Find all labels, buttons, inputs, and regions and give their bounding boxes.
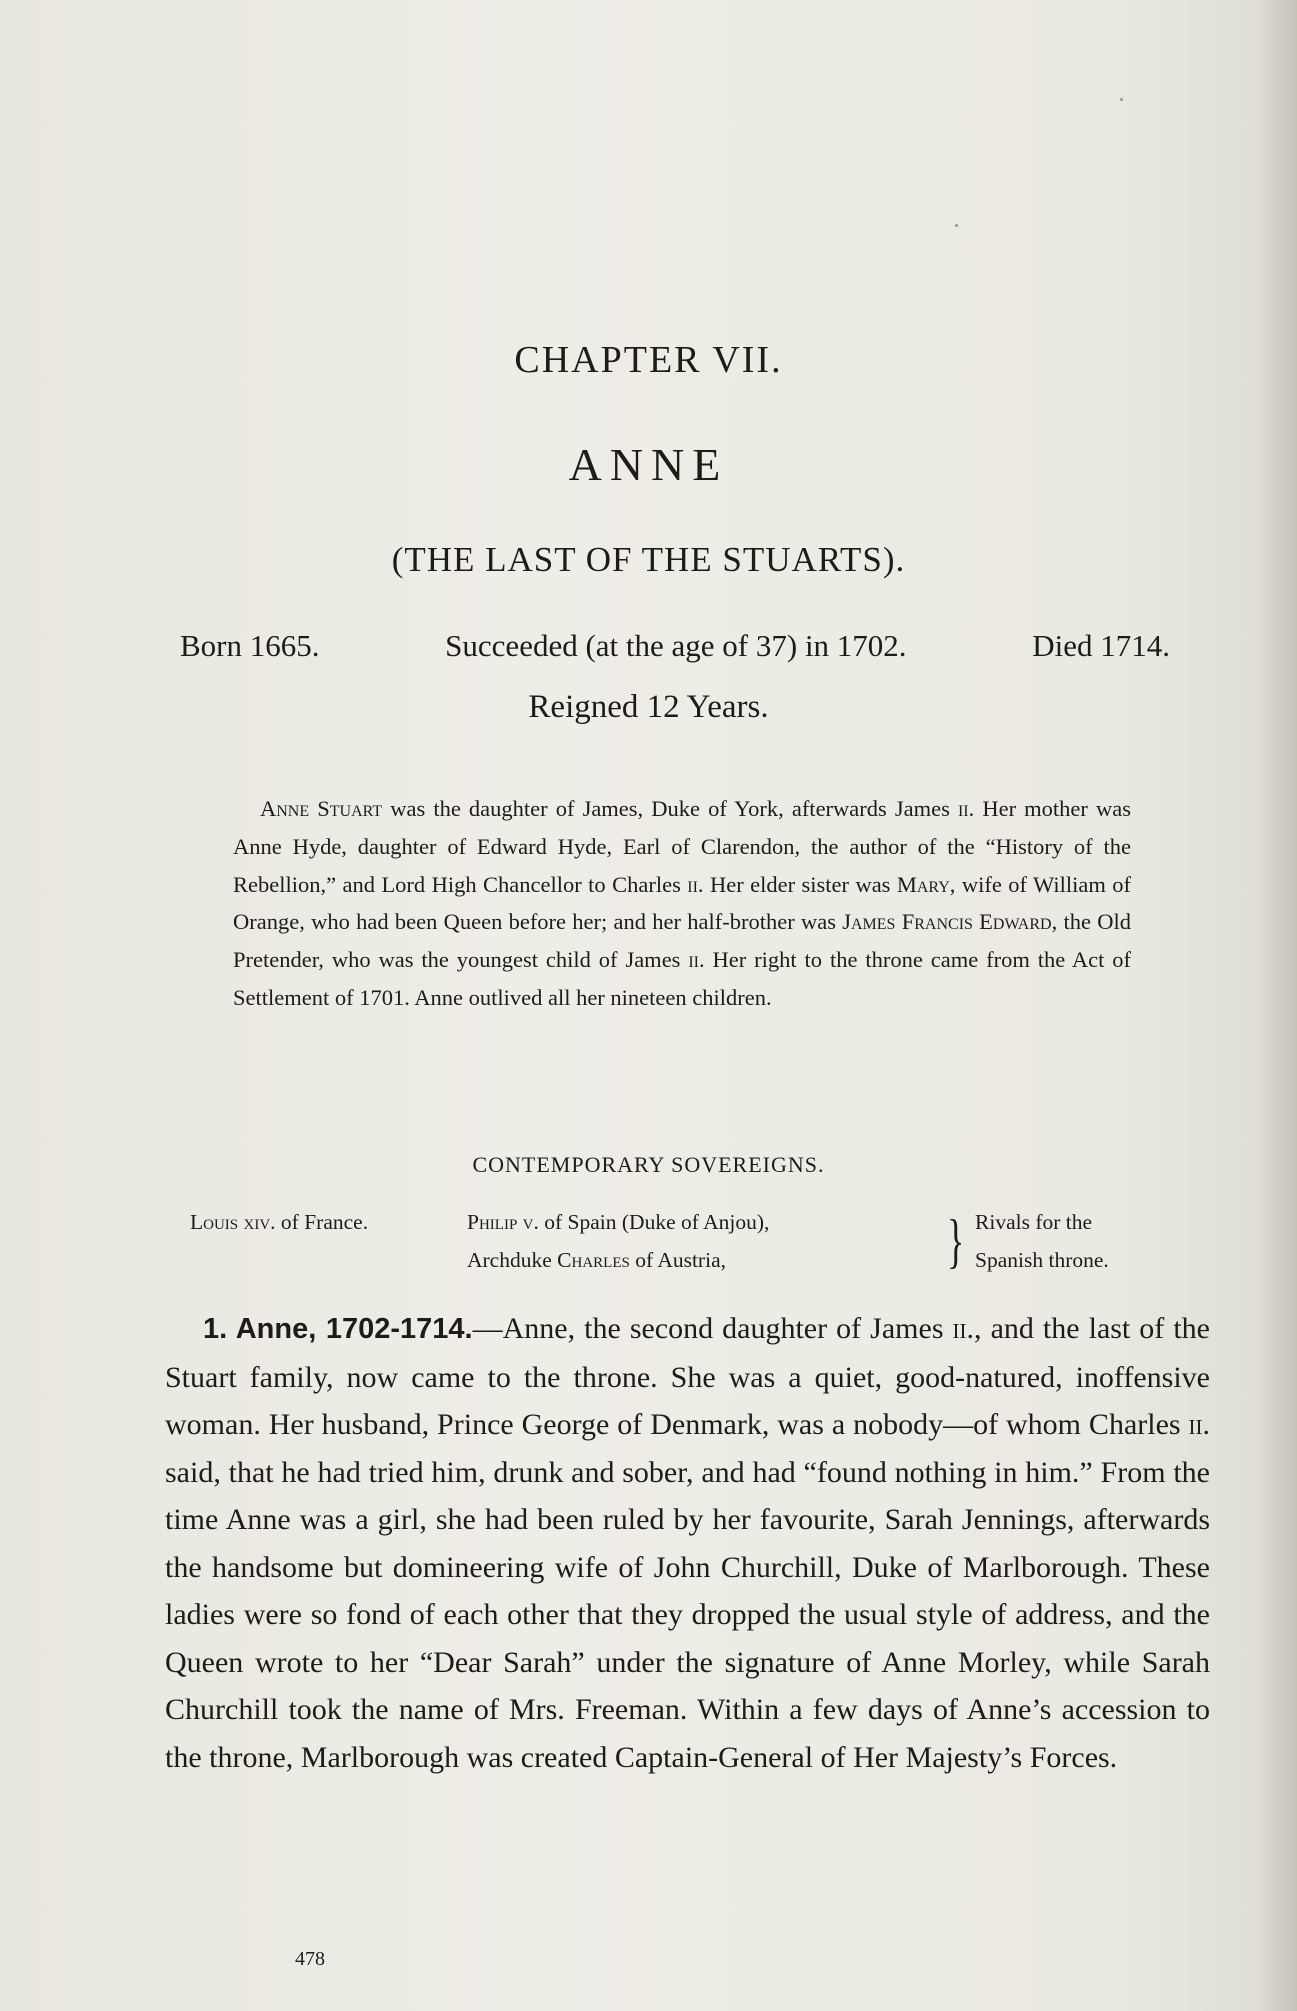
sovereign-text: of Austria, [629,1248,726,1272]
paper-speck [955,224,958,227]
rivals-line: Rivals for the [975,1210,1093,1234]
brace-glyph: } [947,1208,965,1274]
roman-numeral: ii [957,796,969,821]
intro-james: James Francis Edward [842,909,1052,935]
contemporary-heading: CONTEMPORARY SOVEREIGNS. [472,1152,825,1177]
sovereign-name: Charles [557,1248,630,1272]
section-1 [165,1305,1210,1781]
dates-line [180,628,1170,664]
section-text: ., and the last of the Stuart family, now came to the throne. She was a quiet, good-natured, inoffensive woman. Her husband, Prince George of Denmark, was a nobody—of whom Charles [165,1312,1210,1441]
paper-speck [1120,98,1123,101]
intro-name: Anne Stuart [260,796,383,821]
rivals-note [975,1203,1109,1279]
roman-numeral: ii [687,871,698,897]
reign-length: Reigned 12 Years. [528,689,769,725]
roman-numeral: ii [1188,1408,1203,1441]
sovereign-france [190,1203,368,1241]
intro-paragraph [233,790,1131,1017]
born-date: Born 1665. [180,628,320,663]
page-number: 478 [295,1948,325,1970]
sovereign-text: of Spain (Duke of Anjou), [538,1210,770,1234]
chapter-heading: CHAPTER VII. [514,339,783,381]
chapter-subtitle: (THE LAST OF THE STUARTS). [391,540,906,579]
died-date: Died 1714. [1032,628,1170,663]
intro-text: . Her right to the throne came from the Act of Settlement of 1701. Anne outlived all her nineteen children. [233,947,1132,1010]
intro-text: , wife of William of Orange, who had been Queen before her; and her half-brother was [233,871,1132,935]
sovereign-text: of France. [275,1210,369,1234]
roman-numeral: ii [952,1312,967,1345]
intro-text: . Her elder sister was [697,871,897,897]
section-dash: — [472,1312,503,1345]
sovereign-name: Philip v. [467,1210,539,1234]
intro-text: was the daughter of James, Duke of York, afterwards James [382,796,958,821]
roman-numeral: ii [688,947,699,973]
intro-mary: Mary [896,871,950,897]
succeeded-date: Succeeded (at the age of 37) in 1702. [445,628,907,663]
intro-text: . Her mother was Anne Hyde, daughter of Edward Hyde, Earl of Clarendon, the author of the “History of the Rebellion,” and Lord High Chancellor to Charles [233,796,1132,897]
page-edge-shadow [1257,0,1297,2011]
sovereign-text: Archduke [467,1248,558,1272]
sovereign-spain [467,1203,769,1279]
section-text: Anne, the second daughter of James [502,1312,953,1345]
chapter-name: ANNE [568,439,729,490]
rivals-line: Spanish throne. [975,1248,1109,1272]
section-text: . said, that he had tried him, drunk and sober, and had “found nothing in him.” From the time Anne was a girl, she had been ruled by her favourite, Sarah Jennings, afterwards the handsome but domineering wife of John Churchill, Duke of Marlborough. These ladies were so fond of each other that they dropped the usual style of address, and the Queen wrote to her “Dear Sarah” under the signature of Anne Morley, while Sarah Churchill took the name of Mrs. Freeman. Within a few days of Anne’s accession to the throne, Marlborough was created Captain-General of Her Majesty’s Forces. [165,1408,1210,1774]
section-heading: 1. Anne, 1702-1714. [203,1313,473,1345]
intro-text: , the Old Pretender, who was the youngest child of James [233,909,1131,973]
sovereign-name: Louis xiv. [190,1210,276,1234]
